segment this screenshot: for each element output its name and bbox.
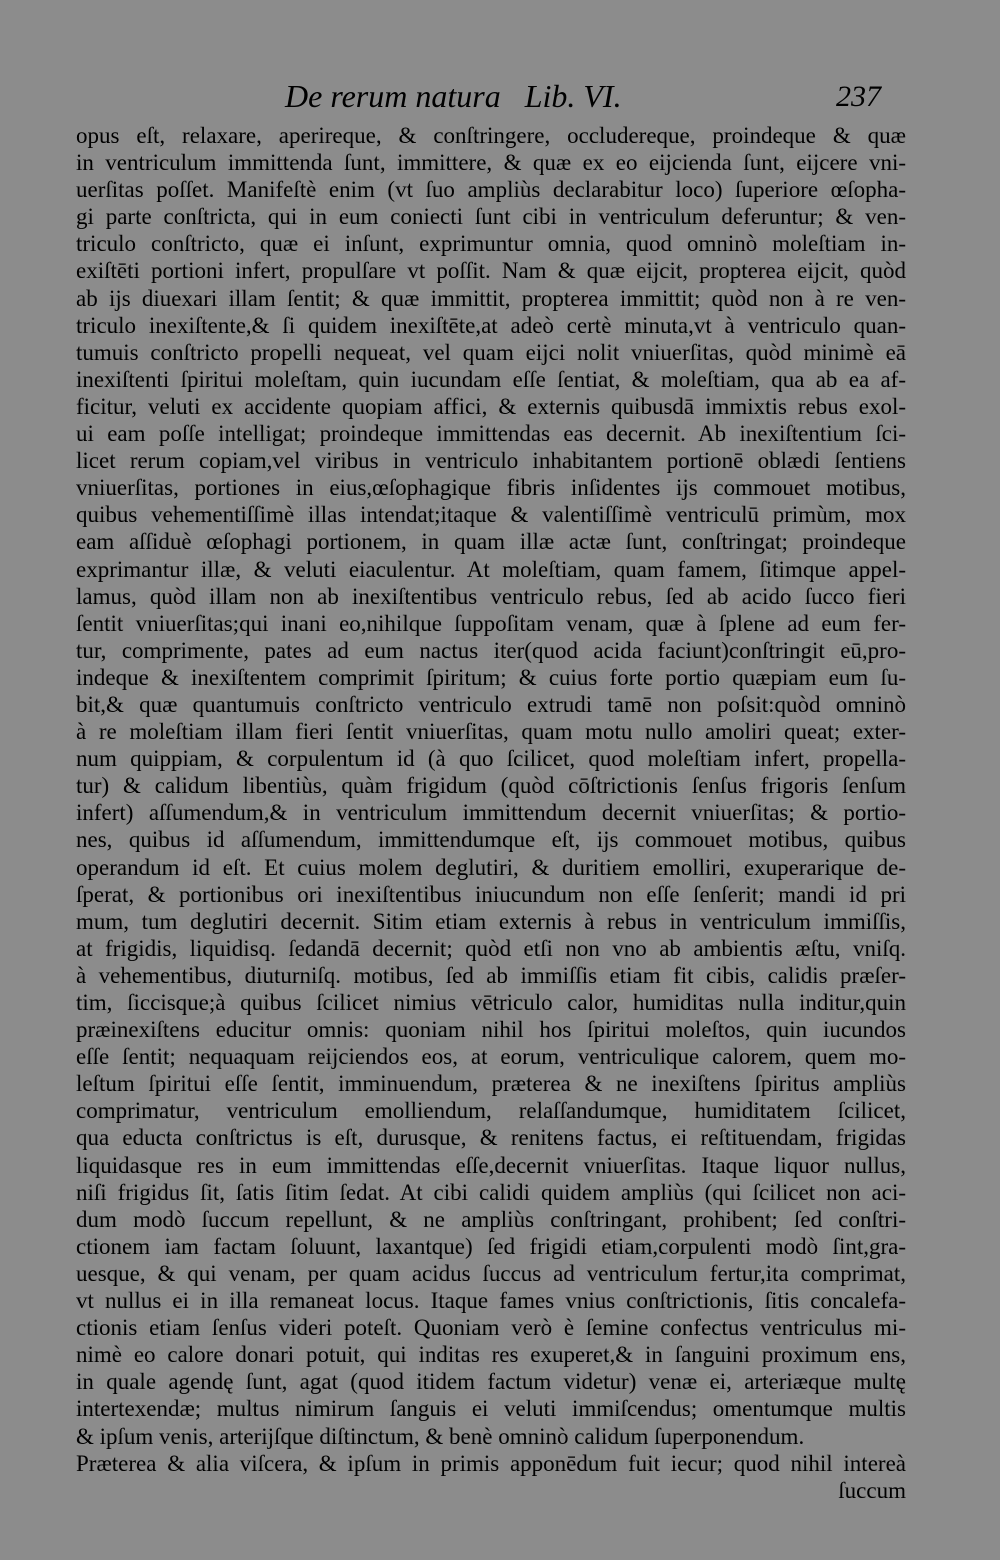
text-line: niſi frigidus ſit, ſatis ſitim ſedat. At cibi calidi quidem ampliùs (qui ſcilicet non aci- xyxy=(76,1179,906,1205)
text-line: opus eſt, relaxare, aperireque, & conſtringere, occludereque, proindeque & quæ xyxy=(76,123,906,148)
text-line: gi parte conſtricta, qui in eum coniecti ſunt cibi in ventriculum deferuntur; & ven- xyxy=(76,204,906,230)
body-text xyxy=(76,122,906,1504)
text-line: quibus vehementiſſimè illas intendat;itaque & valentiſſimè ventriculū primùm, mox xyxy=(76,502,906,528)
text-line: tur) & calidum libentiùs, quàm frigidum (quòd cōſtrictionis ſenſus frigoris ſenſum xyxy=(76,773,906,799)
text-line: intertexendæ; multus nimirum ſanguis ei veluti immiſcendus; omentumque multis xyxy=(76,1396,906,1422)
text-line: lamus, quòd illam non ab inexiſtentibus ventriculo rebus, ſed ab acido ſucco fieri xyxy=(76,583,906,609)
text-line: in quale agendę ſunt, agat (quod itidem factum videtur) venæ ei, arteriæque multę xyxy=(76,1369,906,1395)
text-line: triculo inexiſtente,& ſi quidem inexiſtēte,at adeò certè minuta,vt à ventriculo quan- xyxy=(76,312,906,338)
text-line: tur, comprimente, pates ad eum nactus iter(quod acida faciunt)conſtringit eū,pro- xyxy=(76,637,906,663)
text-line: dum modò ſuccum repellunt, & ne ampliùs conſtringant, prohibent; ſed conſtri- xyxy=(76,1206,906,1232)
text-line: eam aſſiduè œſophagi portionem, in quam illæ actæ ſunt, conſtringat; proindeque xyxy=(76,529,906,555)
text-line: mum, tum deglutiri decernit. Sitim etiam externis à rebus in ventriculum immiſſis, xyxy=(76,908,906,934)
text-line: ab ijs diuexari illam ſentit; & quæ immittit, propterea immittit; quòd non à re ven- xyxy=(76,285,906,311)
text-line: exprimantur illæ, & veluti eiaculentur. At moleſtiam, quam famem, ſitimque appel- xyxy=(76,556,906,582)
text-line: triculo conſtricto, quæ ei inſunt, exprimuntur omnia, quod omninò moleſtiam in- xyxy=(76,231,906,257)
text-line: tim, ſiccisque;à quibus ſcilicet nimius vētriculo calor, humiditas nulla inditur,quin xyxy=(76,990,906,1015)
text-line: tumuis conſtricto propelli nequeat, vel quam eijci nolit vniuerſitas, quòd minimè eā xyxy=(76,339,906,365)
text-line: & ipſum venis, arterijſque diſtinctum, & benè omninò calidum ſuperponendum. xyxy=(76,1423,805,1449)
text-line: nimè eo calore donari potuit, qui inditas res exuperet,& in ſanguini proximum ens, xyxy=(76,1342,906,1368)
text-line: exiſtēti portioni infert, propulſare vt poſſit. Nam & quæ eijcit, propterea eijcit, quòd xyxy=(76,258,906,284)
text-line: ſperat, & portionibus ori inexiſtentibus iniucundum non eſſe ſenſerit; mandi id pri xyxy=(76,881,906,907)
running-title: De rerum natura Lib. VI. xyxy=(285,78,622,114)
text-line: liquidasque res in eum immittendas eſſe,decernit vniuerſitas. Itaque liquor nullus, xyxy=(76,1152,906,1178)
text-line: à re moleſtiam illam fieri ſentit vniuerſitas, quam motu nullo amoliri queat; exter- xyxy=(76,719,906,745)
text-line: comprimatur, ventriculum emolliendum, relaſſandumque, humiditatem ſcilicet, xyxy=(76,1098,906,1124)
text-line: licet rerum copiam,vel viribus in ventriculo inhabitantem portionē oblædi ſentiens xyxy=(76,448,906,474)
text-line: ctionem iam factam ſoluunt, laxantque) ſed frigidi etiam,corpulenti modò ſint,gra- xyxy=(76,1233,906,1259)
text-line: uesque, & qui venam, per quam acidus ſuccus ad ventriculum fertur,ita comprimat, xyxy=(76,1260,906,1286)
text-line: uerſitas poſſet. Manifeſtè enim (vt ſuo ampliùs declarabitur loco) ſuperiore œſopha- xyxy=(76,177,906,203)
text-line: Præterea & alia viſcera, & ipſum in primis apponēdum fuit iecur; quod nihil intereà xyxy=(76,1450,906,1476)
text-line: ctionis etiam ſenſus videri poteſt. Quoniam verò è ſemine confectus ventriculus mi- xyxy=(76,1315,906,1341)
text-line: ſentit vniuerſitas;qui inani eo,nihilque ſuppoſitam venam, quæ à ſplene ad eum fer- xyxy=(76,610,906,636)
text-line: operandum id eſt. Et cuius molem deglutiri, & duritiem emolliri, exuperarique de- xyxy=(76,854,906,880)
text-line: vt nullus ei in illa remaneat locus. Itaque fames vnius conſtrictionis, ſitis concalefa- xyxy=(76,1288,906,1314)
text-line: nes, quibus id aſſumendum, immittendumque eſt, ijs commouet motibus, quibus xyxy=(76,827,906,853)
text-line: ui eam poſſe intelligat; proindeque immittendas eas decernit. Ab inexiſtentium ſci- xyxy=(76,421,906,447)
text-line: at frigidis, liquidisq. ſedandā decernit; quòd etſi non vno ab ambientis æſtu, vniſq. xyxy=(76,935,906,961)
text-line: infert) aſſumendum,& in ventriculum immittendum decernit vniuerſitas; & portio- xyxy=(76,800,906,826)
text-line: vniuerſitas, portiones in eius,œſophagique fibris inſidentes ijs commouet motibus, xyxy=(76,475,906,501)
text-line: præinexiſtens educitur omnis: quoniam nihil hos ſpiritui moleſtos, quin iucundos xyxy=(76,1017,906,1043)
text-line: à vehementibus, diuturniſq. motibus, ſed ab immiſſis etiam fit cibis, calidis præſer- xyxy=(76,962,906,988)
text-line: leſtum ſpiritui eſſe ſentit, imminuendum, præterea & ne inexiſtens ſpiritus ampliùs xyxy=(76,1071,906,1097)
catchword: ſuccum xyxy=(838,1477,906,1503)
text-line: ficitur, veluti ex accidente quopiam affici, & externis quibusdā immixtis rebus exol- xyxy=(76,393,906,419)
text-line: qua educta conſtrictus is eſt, durusque, & renitens factus, ei reſtituendam, frigidas xyxy=(76,1125,906,1151)
text-line: in ventriculum immittenda ſunt, immittere, & quæ ex eo eijcienda ſunt, eijcere vni- xyxy=(76,150,906,176)
page-number: 237 xyxy=(836,80,881,113)
text-line: inexiſtenti ſpiritui moleſtam, quin iucundam eſſe ſentiat, & moleſtiam, qua ab ea af- xyxy=(76,366,906,392)
text-line: eſſe ſentit; nequaquam reijciendos eos, at eorum, ventriculique calorem, quem mo- xyxy=(76,1044,906,1070)
text-line: num quippiam, & corpulentum id (à quo ſcilicet, quod moleſtiam infert, propella- xyxy=(76,746,906,772)
text-line: indeque & inexiſtentem comprimit ſpiritum; & cuius forte portio quæpiam eum ſu- xyxy=(76,664,906,690)
text-line: bit,& quæ quantumuis conſtricto ventriculo extrudi tamē non poſsit:quòd omninò xyxy=(76,691,906,717)
